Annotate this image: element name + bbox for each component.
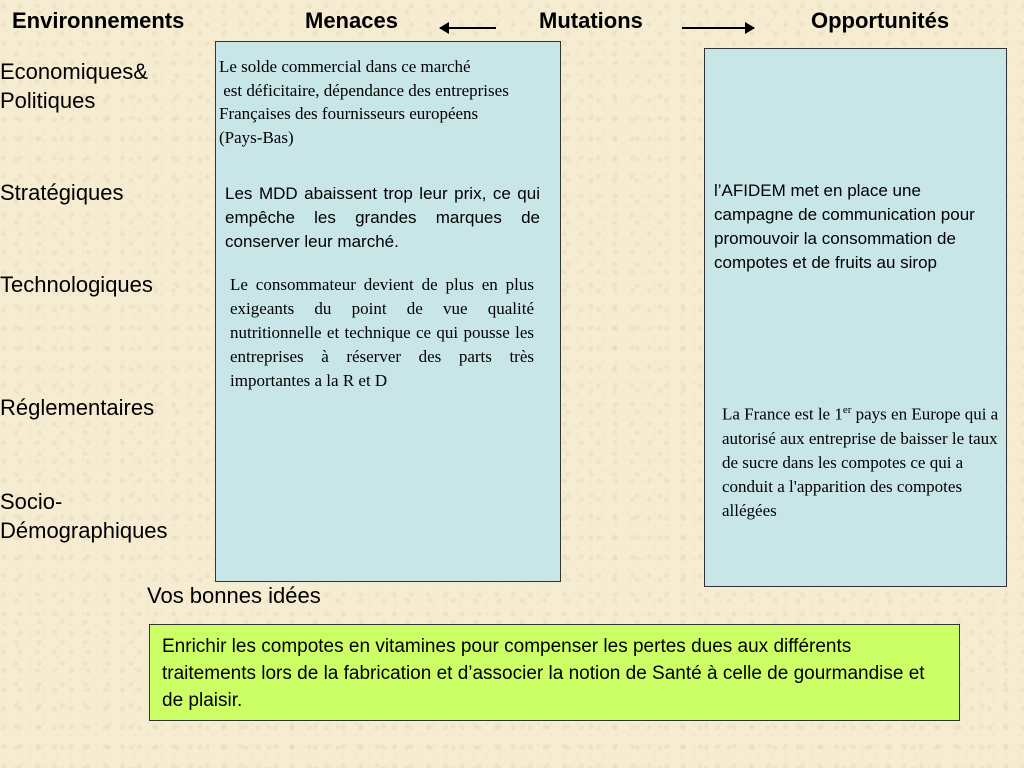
header-mutations: Mutations <box>539 8 643 33</box>
menace-economiques <box>219 55 564 149</box>
header-opportunites: Opportunités <box>811 8 950 33</box>
arrow-right-icon <box>682 27 754 29</box>
ideas-box: Enrichir les compotes en vitamines pour compenser les pertes dues aux différents traitements lors de la fabrication et d’associer la notion de Santé à celle de gourmandise et de plaisir. <box>149 624 960 721</box>
category-economiques: Economiques& Politiques <box>0 59 148 113</box>
ideas-label: Vos bonnes idées <box>147 583 321 608</box>
menace-economiques-line: Françaises des fournisseurs européens <box>219 104 479 123</box>
category-technologiques: Technologiques <box>0 272 153 297</box>
header-environnements: Environnements <box>12 8 185 33</box>
menace-strategiques: Les MDD abaissent trop leur prix, ce qui empêche les grandes marques de conserver leur marché. <box>225 184 540 251</box>
menace-economiques-line: (Pays-Bas) <box>219 127 294 147</box>
header-menaces: Menaces <box>305 8 398 33</box>
opportunite-reglementaires-text: La France est le 1 <box>722 404 843 424</box>
menace-economiques-line: Le solde commercial dans ce marché <box>219 57 471 76</box>
category-strategiques: Stratégiques <box>0 180 124 205</box>
opportunite-reglementaires-text: pays en Europe qui a autorisé aux entreprise de baisser le taux de sucre dans les compotes ce qui a conduit a l'apparition des compotes allégées <box>722 404 999 520</box>
menace-technologiques: Le consommateur devient de plus en plus exigeants du point de vue qualité nutritionnelle et technique ce qui pousse les entreprises à réserver des parts très importantes a la R et D <box>230 275 534 390</box>
arrow-left-icon <box>440 27 496 29</box>
opportunite-reglementaires-sup: er <box>842 404 852 416</box>
category-reglementaires: Réglementaires <box>0 395 155 420</box>
opportunite-reglementaires <box>722 398 1006 523</box>
category-socio-demographiques: Socio- Démographiques <box>0 489 168 543</box>
opportunite-strategiques: l’AFIDEM met en place une campagne de communication pour promouvoir la consommation de compotes et de fruits au sirop <box>714 181 975 272</box>
menace-economiques-line: est déficitaire, dépendance des entreprises <box>219 80 509 100</box>
